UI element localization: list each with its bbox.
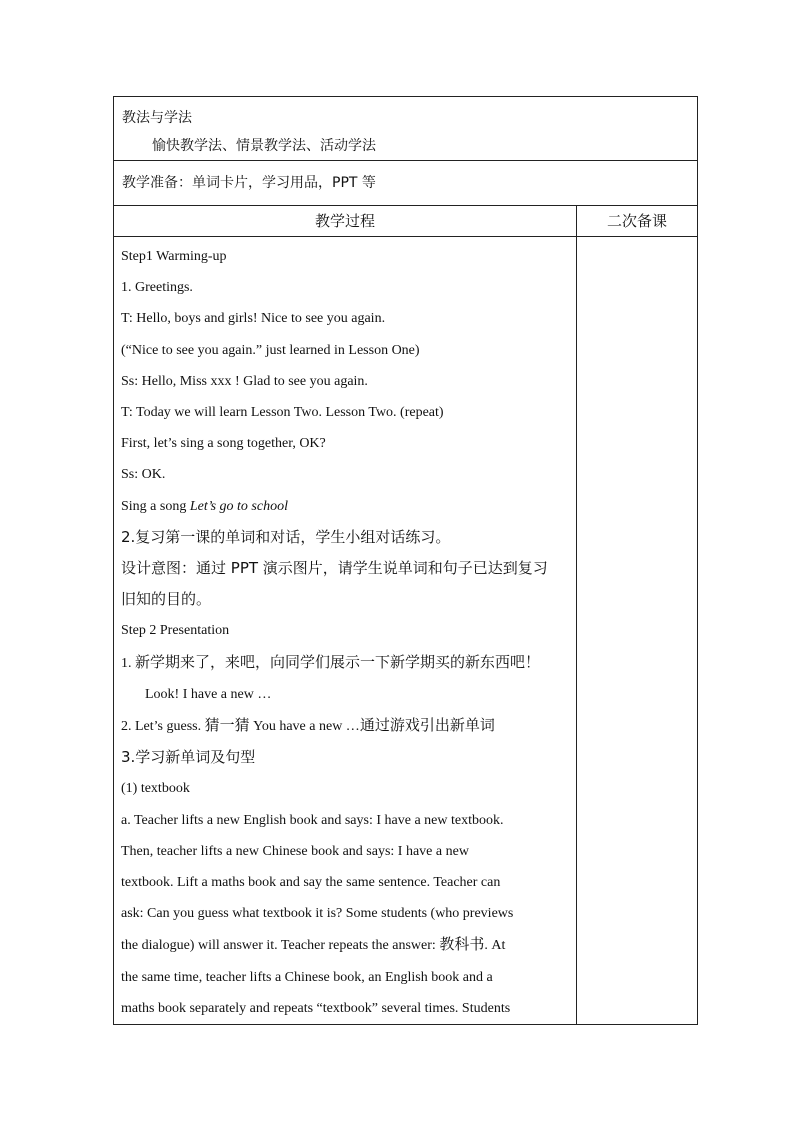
guess-phrase: You have a new … xyxy=(249,719,360,735)
textbook-heading: (1) textbook xyxy=(121,781,190,797)
design-intent-line-2: 旧知的目的。 xyxy=(121,590,212,609)
item-text: 新学期来了，来吧，向同学们展示一下新学期买的新东西吧！ xyxy=(135,652,541,671)
process-cell xyxy=(114,237,577,1025)
notes-cell xyxy=(577,237,698,1025)
guess-zh-2: 通过游戏引出新单词 xyxy=(359,716,495,735)
header-row xyxy=(114,206,698,237)
preparation-text: 教学准备：单词卡片，学习用品，PPT 等 xyxy=(122,175,376,191)
methods-title: 教法与学法 xyxy=(122,110,192,126)
step2-title: Step 2 Presentation xyxy=(121,623,230,639)
song-line xyxy=(121,491,568,522)
paragraph-line: a. Teacher lifts a new English book and says: I have a new textbook. xyxy=(121,812,504,828)
design-intent-line: 设计意图：通过 PPT 演示图片，请学生说单词和句子已达到复习 xyxy=(121,559,548,578)
notes-header: 二次备课 xyxy=(577,206,698,237)
answer-tail: . At xyxy=(484,938,506,954)
dialogue-line: First, let’s sing a song together, OK? xyxy=(121,436,326,452)
dialogue-line: T: Today we will learn Lesson Two. Lesson Two. (repeat) xyxy=(121,405,444,421)
review-line: 2.复习第一课的单词和对话，学生小组对话练习。 xyxy=(121,527,451,546)
methods-value: 愉快教学法、情景教学法、活动学法 xyxy=(152,138,376,154)
methods-row xyxy=(114,97,698,161)
paragraph-line xyxy=(121,929,568,961)
answer-zh: 教科书 xyxy=(439,935,485,954)
guess-line xyxy=(121,710,568,742)
dialogue-line: Ss: Hello, Miss xxx ! Glad to see you again. xyxy=(121,373,368,389)
paragraph-line: Then, teacher lifts a new Chinese book and says: I have a new xyxy=(121,843,469,859)
guess-zh: 猜一猜 xyxy=(204,716,250,735)
greetings-line: 1. Greetings. xyxy=(121,280,193,296)
paragraph-line: ask: Can you guess what textbook it is? Some students (who previews xyxy=(121,906,514,922)
dialogue-line: Ss: OK. xyxy=(121,467,166,483)
look-line: Look! I have a new … xyxy=(145,686,272,702)
step1-title: Step1 Warming-up xyxy=(121,249,227,264)
preparation-cell xyxy=(114,161,698,206)
process-header: 教学过程 xyxy=(114,206,577,237)
item-number: 1. xyxy=(121,655,135,671)
methods-cell xyxy=(114,97,698,161)
body-row xyxy=(114,237,698,1025)
paragraph-line: maths book separately and repeats “textbook” several times. Students xyxy=(121,1000,511,1016)
paragraph-line: the same time, teacher lifts a Chinese book, an English book and a xyxy=(121,969,493,985)
dialogue-line: T: Hello, boys and girls! Nice to see you again. xyxy=(121,311,386,327)
preparation-row xyxy=(114,161,698,206)
paragraph-line: textbook. Lift a maths book and say the same sentence. Teacher can xyxy=(121,875,501,891)
lesson-plan-table xyxy=(113,96,698,1025)
answer-text: the dialogue) will answer it. Teacher repeats the answer: xyxy=(121,938,440,954)
new-words-line: 3.学习新单词及句型 xyxy=(121,748,256,767)
song-title: Let’s go to school xyxy=(189,498,288,514)
song-prefix: Sing a song xyxy=(121,498,190,514)
dialogue-note: (“Nice to see you again.” just learned in Lesson One) xyxy=(121,342,420,358)
presentation-item-1 xyxy=(121,647,568,679)
guess-label: 2. Let’s guess. xyxy=(121,719,205,735)
